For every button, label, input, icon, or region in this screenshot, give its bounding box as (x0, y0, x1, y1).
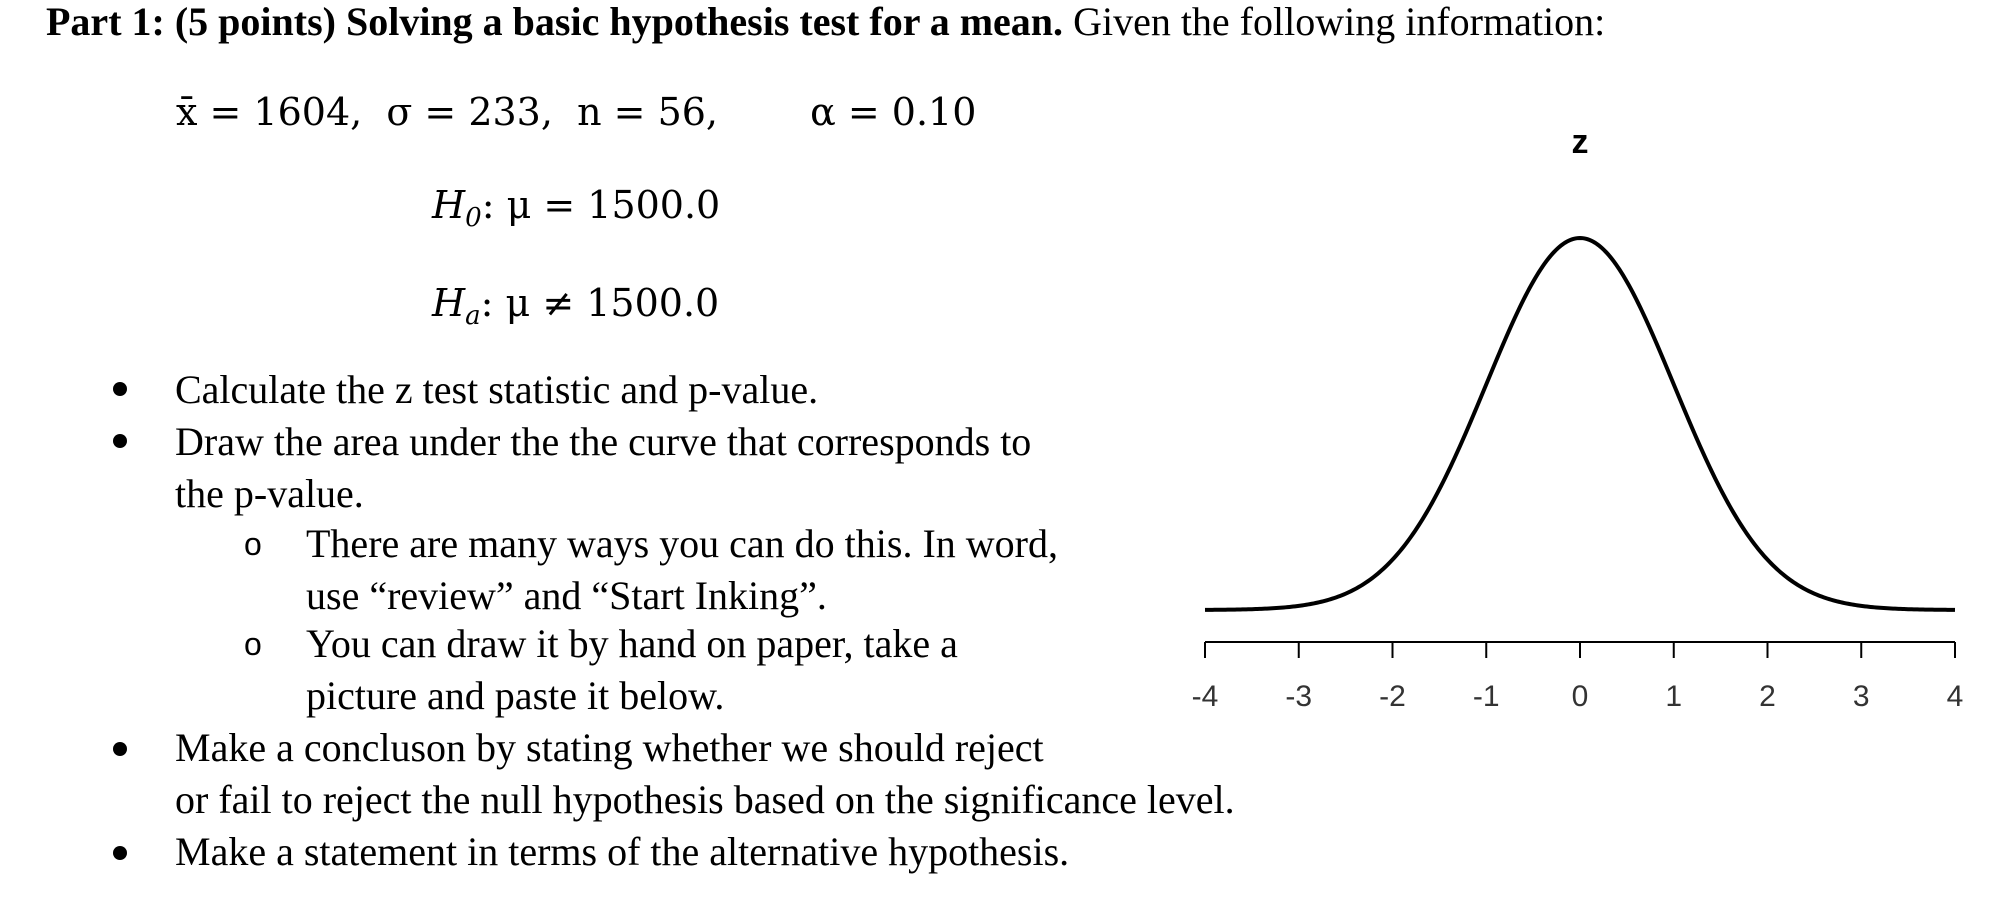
bullet-dot (113, 434, 127, 448)
x-tick-label: -1 (1472, 680, 1500, 713)
x-tick-label: 0 (1571, 680, 1589, 713)
given-values (176, 90, 976, 134)
normal-curve-chart (1170, 110, 1990, 720)
heading-bold: Part 1: (5 points) Solving a basic hypothesis test for a mean. (46, 0, 1064, 44)
bullet-conclusion-line1: Make a concluson by stating whether we should reject (175, 725, 1044, 770)
page-heading (46, 0, 1605, 44)
bullet-conclusion-line2: or fail to reject the null hypothesis based on the significance level. (175, 777, 1235, 822)
sub-bullet-paper-line1: You can draw it by hand on paper, take a (306, 621, 958, 666)
sub-bullet-inking-line1: There are many ways you can do this. In word, (306, 521, 1058, 566)
ha-subscript: a (465, 301, 481, 331)
heading-rest: Given the following information: (1063, 0, 1606, 44)
x-tick-label: 2 (1759, 680, 1776, 713)
x-tick-label: -2 (1379, 680, 1406, 713)
x-tick-label: -4 (1191, 680, 1219, 713)
chart-title: z (1571, 123, 1589, 161)
sub-bullet-paper-line2: picture and paste it below. (306, 673, 725, 718)
x-tick-label: -3 (1285, 680, 1313, 713)
sub-bullet-marker: o (244, 526, 262, 562)
sigma-value: σ = 233, (386, 90, 553, 134)
alternative-hypothesis: $H_a$: μ ≠ 1500.0 (432, 281, 720, 331)
x-tick-label: 1 (1665, 680, 1683, 713)
null-hypothesis: $H_0$: μ = 1500.0 (432, 183, 721, 233)
ha-statement: : μ ≠ 1500.0 (480, 281, 720, 325)
bullet-statement: Make a statement in terms of the alternative hypothesis. (175, 829, 1070, 874)
bullet-dot (113, 382, 127, 396)
x-tick-label: 4 (1946, 680, 1964, 713)
x-tick-label: 3 (1852, 680, 1870, 713)
bullet-calculate: Calculate the z test statistic and p-value. (175, 367, 819, 412)
bullet-dot (113, 846, 127, 860)
bullet-draw-line1: Draw the area under the the curve that corresponds to (175, 419, 1032, 464)
h0-statement: : μ = 1500.0 (481, 183, 721, 227)
h0-subscript: 0 (465, 203, 482, 233)
sub-bullet-marker: o (244, 626, 262, 662)
density-curve (1205, 238, 1955, 610)
sub-bullet-inking-line2: use “review” and “Start Inking”. (306, 573, 827, 618)
alpha-value: α = 0.10 (810, 90, 977, 134)
bullet-draw-line2: the p-value. (175, 471, 364, 516)
bullet-dot (113, 742, 127, 756)
x-axis (1192, 642, 1964, 713)
xbar-value: x̄ = 1604, (176, 90, 363, 134)
n-value: n = 56, (577, 90, 719, 134)
